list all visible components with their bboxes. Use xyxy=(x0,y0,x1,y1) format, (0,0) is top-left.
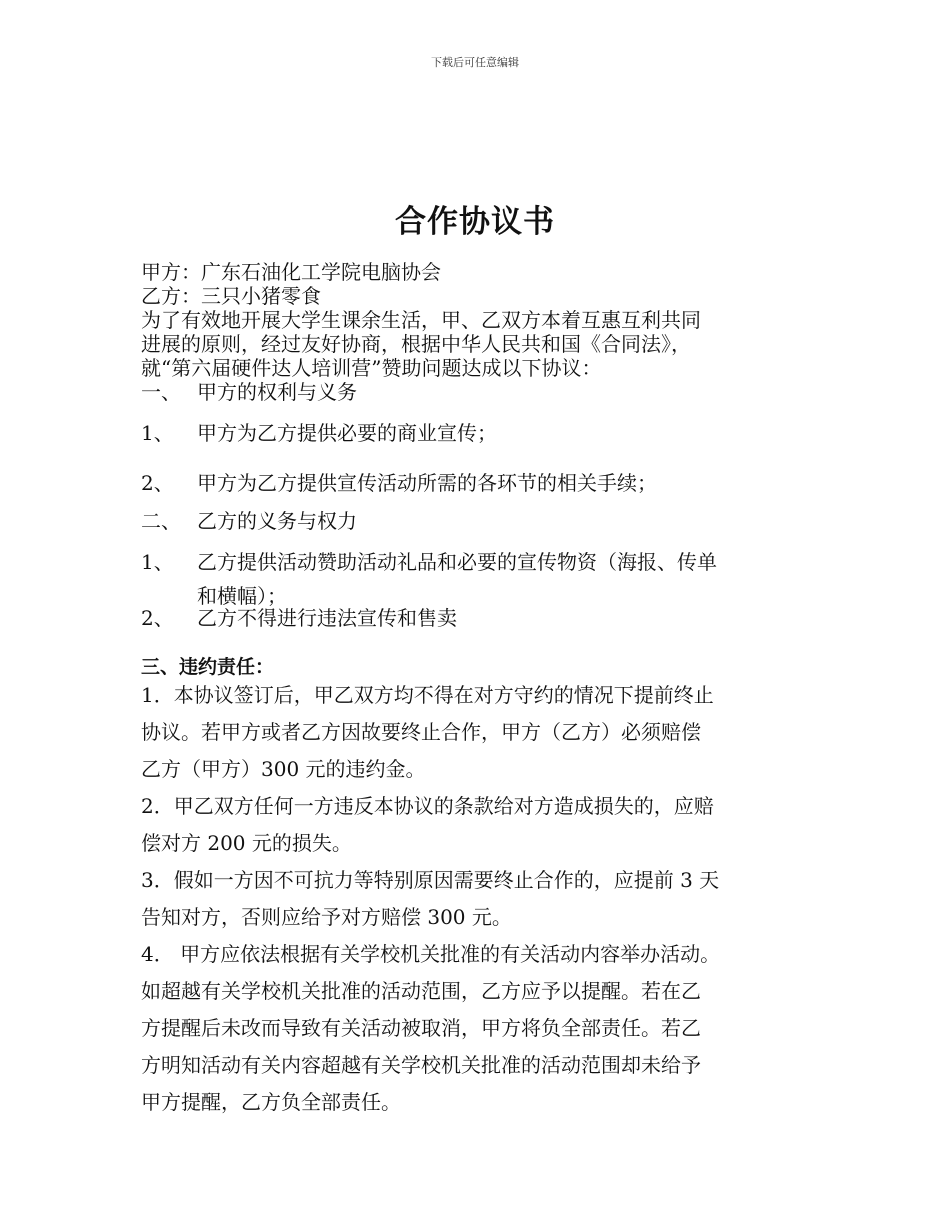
item-text-line: 和横幅）； xyxy=(197,584,287,608)
clause-line: 方提醒后未改而导致有关活动被取消，甲方将负全部责任。若乙 xyxy=(141,1016,701,1040)
clause-line: 方明知活动有关内容超越有关学校机关批准的活动范围却未给予 xyxy=(141,1053,701,1077)
section2-item xyxy=(141,603,831,633)
item-number: 2、 xyxy=(141,471,174,495)
item-text: 甲方为乙方提供必要的商业宣传； xyxy=(197,421,497,445)
document-body xyxy=(141,260,831,1121)
clause-line: 如超越有关学校机关批准的活动范围，乙方应予以提醒。若在乙 xyxy=(141,979,701,1003)
section3-clauses xyxy=(141,677,831,1121)
item-text: 乙方不得进行违法宣传和售卖 xyxy=(197,606,457,630)
clause-line: 4． 甲方应依法根据有关学校机关批准的有关活动内容举办活动。 xyxy=(141,942,721,966)
item-number: 2、 xyxy=(141,606,174,630)
section3-heading: 三、违约责任： xyxy=(141,656,275,678)
clause-line: 3．假如一方因不可抗力等特别原因需要终止合作的，应提前 3 天 xyxy=(141,868,720,892)
section2-heading xyxy=(141,509,831,533)
clause-line: 2．甲乙双方任何一方违反本协议的条款给对方造成损失的，应赔 xyxy=(141,794,714,818)
section1-item xyxy=(141,421,831,445)
intro-line: 就“第六届硬件达人培训营”赞助问题达成以下协议： xyxy=(141,356,602,380)
clause-line: 1．本协议签订后，甲乙双方均不得在对方守约的情况下提前终止 xyxy=(141,683,714,707)
party-b: 乙方：三只小猪零食 xyxy=(141,284,321,308)
section-number: 二、 xyxy=(141,509,181,533)
header-note: 下载后可任意编辑 xyxy=(431,56,519,69)
clause-line: 乙方（甲方）300 元的违约金。 xyxy=(141,757,426,781)
party-a: 甲方：广东石油化工学院电脑协会 xyxy=(141,260,441,284)
section-title: 乙方的义务与权力 xyxy=(197,509,357,533)
clause-line: 协议。若甲方或者乙方因故要终止合作，甲方（乙方）必须赔偿 xyxy=(141,720,701,744)
clause-line: 甲方提醒，乙方负全部责任。 xyxy=(141,1090,401,1114)
item-text-line: 乙方提供活动赞助活动礼品和必要的宣传物资（海报、传单 xyxy=(197,550,717,574)
document-title: 合作协议书 xyxy=(395,204,555,240)
item-number: 1、 xyxy=(141,421,174,445)
intro-line: 进展的原则，经过友好协商，根据中华人民共和国《合同法》， xyxy=(141,332,691,356)
preamble xyxy=(141,260,831,380)
intro-line: 为了有效地开展大学生课余生活，甲、乙双方本着互惠互利共同 xyxy=(141,308,701,332)
clause-line: 偿对方 200 元的损失。 xyxy=(141,831,352,855)
clause-line: 告知对方，否则应给予对方赔偿 300 元。 xyxy=(141,905,512,929)
item-text: 甲方为乙方提供宣传活动所需的各环节的相关手续； xyxy=(197,471,657,495)
section-title: 甲方的权利与义务 xyxy=(197,380,357,404)
item-number: 1、 xyxy=(141,550,174,574)
section1-item xyxy=(141,471,831,495)
section1-heading xyxy=(141,380,831,404)
section-number: 一、 xyxy=(141,380,181,404)
